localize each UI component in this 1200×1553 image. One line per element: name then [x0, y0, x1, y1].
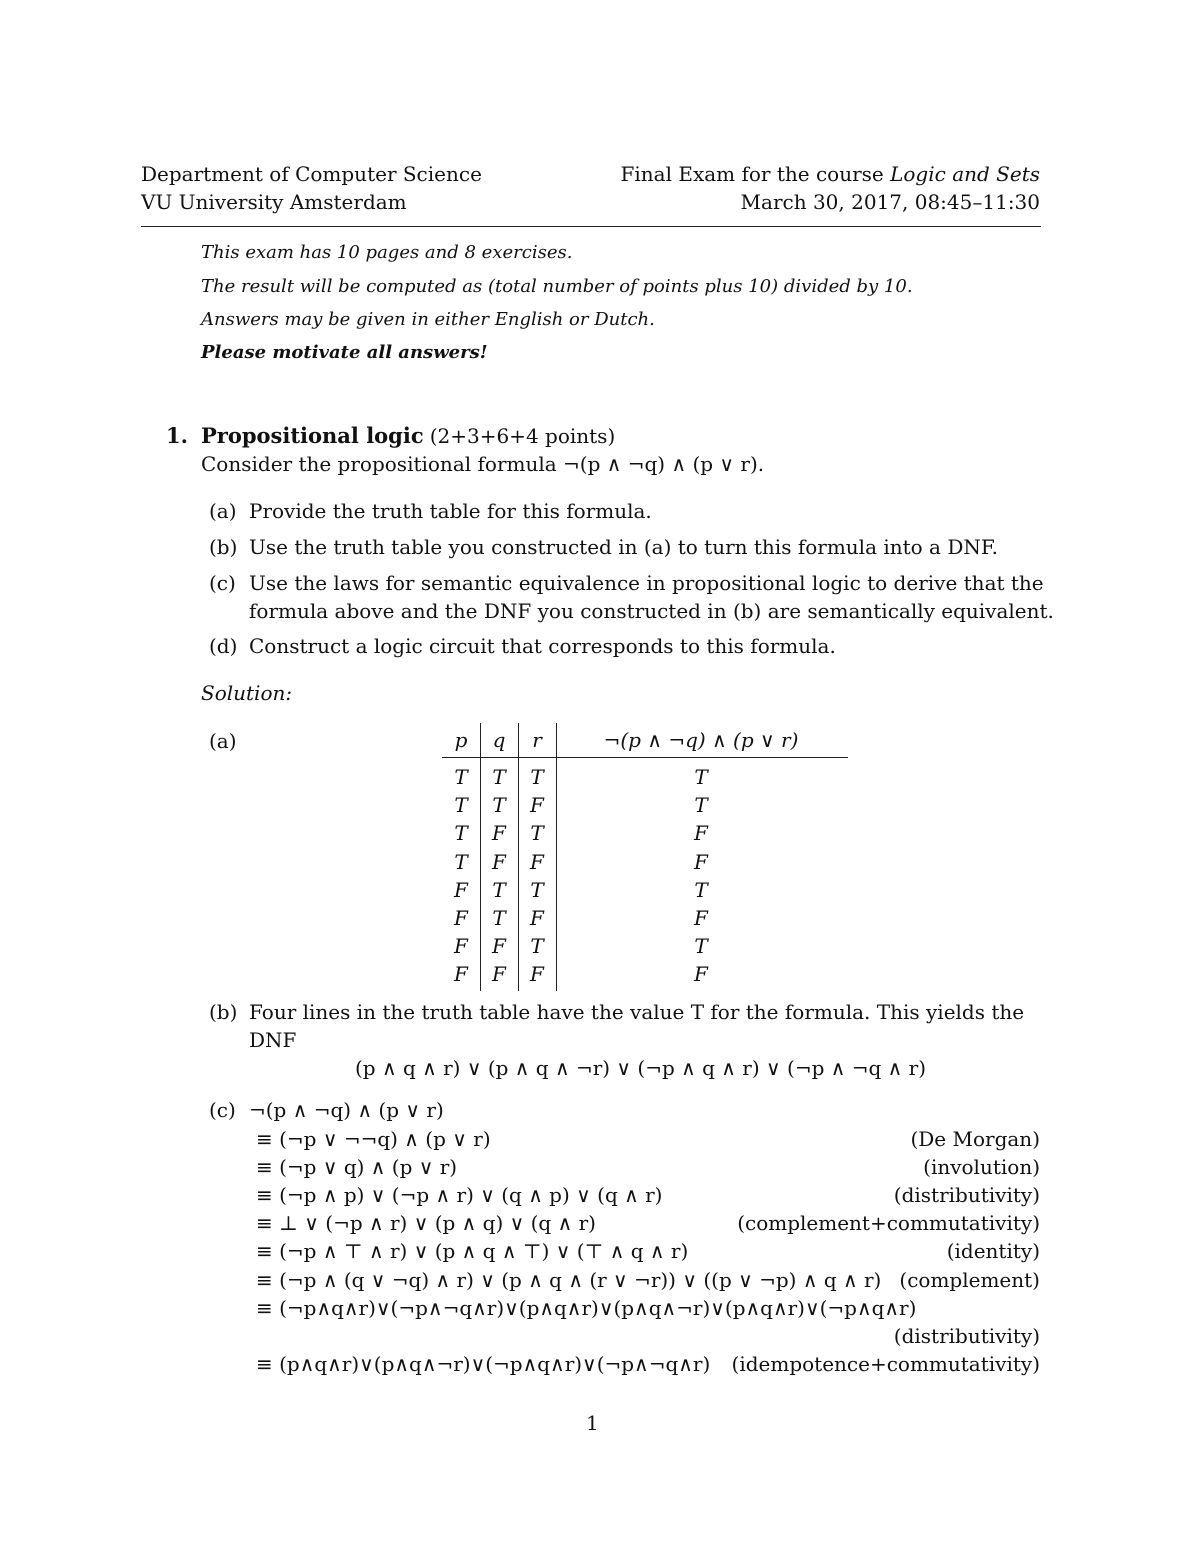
derivation-step: ≡ (¬p ∨ q) ∧ (p ∨ r) [256, 1155, 458, 1179]
course-name: Logic and Sets [890, 162, 1040, 186]
derivation-step: ≡ (¬p∧q∧r)∨(¬p∧¬q∧r)∨(p∧q∧r)∨(p∧q∧¬r)∨(p∧q∧r)∨(¬p∧q∧r) [256, 1296, 917, 1320]
table-cell: F [492, 821, 506, 846]
table-cell: T [454, 849, 468, 874]
part-c-label: (c) [209, 571, 236, 595]
table-header-1: q [492, 728, 506, 752]
table-cell: T [694, 765, 708, 789]
table-cell: T [492, 793, 506, 818]
intro-line-2: The result will be computed as (total number of points plus 10) divided by 10. [201, 276, 913, 297]
table-cell: F [694, 962, 708, 987]
part-d-label: (d) [209, 634, 238, 658]
exam-prefix: Final Exam for the course [620, 162, 891, 186]
derivation-reason: (identity) [946, 1239, 1040, 1263]
part-a-label: (a) [209, 499, 237, 523]
derivation-reason: (De Morgan) [910, 1127, 1040, 1151]
exercise-prompt: Consider the propositional formula ¬(p ∧ ¬q) ∧ (p ∨ r). [201, 452, 765, 476]
exercise-title: Propositional logic [201, 423, 424, 448]
table-cell: F [694, 849, 708, 874]
table-column-divider [518, 723, 519, 991]
header-rule [141, 226, 1041, 227]
derivation-reason: (distributivity) [893, 1324, 1040, 1348]
solution-a-label: (a) [209, 729, 237, 753]
exercise-heading [201, 423, 615, 448]
table-cell: F [530, 849, 544, 874]
table-cell: F [530, 793, 544, 818]
part-a-text: Provide the truth table for this formula. [249, 499, 652, 523]
derivation-reason: (distributivity) [893, 1183, 1040, 1207]
exam-date: March 30, 2017, 08:45–11:30 [740, 190, 1040, 214]
table-cell: F [492, 962, 506, 987]
table-cell: T [492, 877, 506, 902]
table-cell: F [454, 962, 468, 987]
derivation-step: ≡ (p∧q∧r)∨(p∧q∧¬r)∨(¬p∧q∧r)∨(¬p∧¬q∧r) [256, 1352, 711, 1376]
table-cell: T [454, 793, 468, 818]
derivation-reason: (complement) [899, 1268, 1040, 1292]
derivation-step: ≡ (¬p ∨ ¬¬q) ∧ (p ∨ r) [256, 1127, 491, 1151]
table-header-0: p [454, 728, 468, 752]
department-name: Department of Computer Science [141, 162, 482, 186]
table-cell: F [694, 821, 708, 846]
solution-c-label: (c) [209, 1098, 236, 1122]
exercise-number: 1. [166, 423, 188, 448]
table-cell: F [454, 877, 468, 902]
table-cell: T [694, 877, 708, 902]
solution-heading: Solution: [201, 681, 293, 705]
table-cell: T [454, 821, 468, 846]
table-cell: F [454, 906, 468, 930]
table-column-divider [556, 723, 557, 991]
solution-b-label: (b) [209, 1000, 238, 1024]
table-cell: F [492, 849, 506, 874]
derivation-step: ≡ (¬p ∧ (q ∨ ¬q) ∧ r) ∨ (p ∧ q ∧ (r ∨ ¬r)) ∨ ((p ∨ ¬p) ∧ q ∧ r) [256, 1268, 882, 1292]
part-c-text: Use the laws for semantic equivalence in propositional logic to derive that the [249, 571, 1044, 595]
derivation-reason: (complement+commutativity) [737, 1211, 1040, 1235]
table-cell: T [694, 934, 708, 959]
table-header-2: r [532, 728, 542, 752]
derivation-reason: (involution) [923, 1155, 1040, 1179]
solution-b-text-1: Four lines in the truth table have the value T for the formula. This yields the [249, 1000, 1025, 1024]
derivation-step: ≡ (¬p ∧ ⊤ ∧ r) ∨ (p ∧ q ∧ ⊤) ∨ (⊤ ∧ q ∧ r) [256, 1239, 689, 1263]
exercise-points: (2+3+6+4 points) [429, 424, 616, 448]
part-b-text: Use the truth table you constructed in (a) to turn this formula into a DNF. [249, 535, 998, 559]
table-cell: T [454, 765, 468, 789]
table-cell: T [530, 934, 544, 959]
part-c-text-cont: formula above and the DNF you constructed in (b) are semantically equivalent. [249, 599, 1054, 623]
table-header-rule [442, 757, 848, 758]
part-b-label: (b) [209, 535, 238, 559]
table-cell: T [492, 906, 506, 930]
table-cell: T [530, 765, 544, 789]
table-cell: F [530, 962, 544, 987]
dnf-formula: (p ∧ q ∧ r) ∨ (p ∧ q ∧ ¬r) ∨ (¬p ∧ q ∧ r) ∨ (¬p ∧ ¬q ∧ r) [355, 1056, 927, 1080]
solution-b-text-2: DNF [249, 1028, 297, 1052]
table-cell: T [694, 793, 708, 818]
table-cell: T [530, 821, 544, 846]
university-name: VU University Amsterdam [141, 190, 407, 214]
table-cell: F [694, 906, 708, 930]
derivation-step: ≡ ⊥ ∨ (¬p ∧ r) ∨ (p ∧ q) ∨ (q ∧ r) [256, 1211, 596, 1235]
table-cell: F [454, 934, 468, 959]
derivation-step: ≡ (¬p ∧ p) ∨ (¬p ∧ r) ∨ (q ∧ p) ∨ (q ∧ r) [256, 1183, 663, 1207]
table-column-divider [480, 723, 481, 991]
derivation-reason: (idempotence+commutativity) [731, 1352, 1040, 1376]
table-cell: T [530, 877, 544, 902]
table-cell: T [492, 765, 506, 789]
exam-title [621, 162, 1040, 186]
table-header-3: ¬(p ∧ ¬q) ∧ (p ∨ r) [603, 728, 799, 752]
table-cell: F [530, 906, 544, 930]
derivation-start: ¬(p ∧ ¬q) ∧ (p ∨ r) [249, 1098, 444, 1122]
intro-line-1: This exam has 10 pages and 8 exercises. [201, 242, 573, 263]
page-number: 1 [586, 1411, 599, 1435]
part-d-text: Construct a logic circuit that corresponds to this formula. [249, 634, 836, 658]
intro-line-4: Please motivate all answers! [201, 342, 488, 363]
table-cell: F [492, 934, 506, 959]
intro-line-3: Answers may be given in either English or Dutch. [201, 309, 655, 330]
